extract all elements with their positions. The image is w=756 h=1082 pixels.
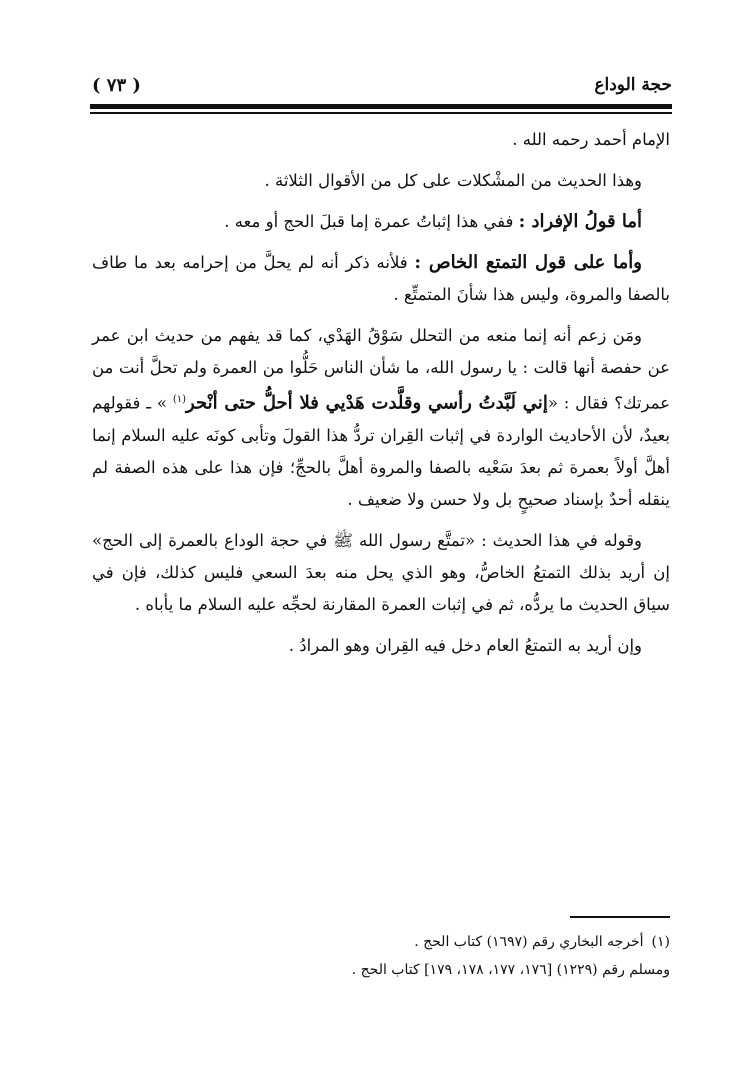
footnote-separator	[570, 916, 670, 918]
paragraph-2: وهذا الحديث من المشْكلات على كل من الأقوال الثلاثة .	[264, 171, 642, 190]
running-header	[92, 70, 672, 100]
footnote-1-text: أخرجه البخاري رقم (١٦٩٧) كتاب الحج .	[414, 934, 644, 950]
paragraph-1: الإمام أحمد رحمه الله .	[512, 130, 670, 149]
paragraph-4-lead: وأما على قول التمتع الخاص :	[414, 252, 642, 273]
footnote-1-continuation: ومسلم رقم (١٢٢٩) [١٧٦، ١٧٧، ١٧٨، ١٧٩] كتاب الحج .	[351, 962, 670, 978]
footnote-reference[interactable]: (١)	[172, 394, 187, 405]
paragraph-5	[92, 320, 670, 516]
header-rule-thick	[90, 104, 672, 109]
footnotes	[92, 928, 670, 984]
paragraph-4-text: فلأنه ذكر أنه لم يحلَّ من إحرامه بعد ما طاف بالصفا والمروة، وليس هذا شأنَ المتمتِّع .	[92, 253, 670, 304]
paragraph-4	[92, 247, 670, 311]
page-number: ( ٧٣ )	[92, 74, 141, 96]
running-title: حجة الوداع	[594, 75, 672, 95]
header-rule-thin	[90, 112, 672, 114]
paragraph-3-lead: أما قولُ الإفراد :	[518, 211, 642, 232]
footnote-1	[92, 928, 670, 956]
paragraph-5-part-a: ومَن زعم أنه إنما منعه من التحلل سَوْقُ الهَدْي، كما قد يفهم من حديث ابن عمر عن حفصة أنها قالت : يا رسول الله، ما شأن الناس حَلُّوا من العمرة ولم تحلَّ أنت من عمرتك؟ فقال : «	[92, 326, 670, 413]
main-text	[92, 124, 670, 662]
paragraph-6: وقوله في هذا الحديث : «تمتَّع رسول الله ﷺ في حجة الوداع بالعمرة إلى الحج» إن أريد بذلك التمتعُ الخاصُّ، وهو الذي يحل منه بعدَ السعي فليس كذلك، فإن في سياق الحديث ما يردُّه، ثم في إثبات العمرة المقارنة لحجِّه عليه السلام ما يأباه .	[92, 530, 670, 614]
hadith-quote: إني لَبَّدتُ رأسي وقلَّدت هَدْيي فلا أحلُّ حتى أنْحر	[186, 392, 548, 414]
paragraph-3	[92, 206, 670, 238]
footnote-1-number: (١)	[651, 934, 670, 950]
paragraph-3-text: ففي هذا إثباتُ عمرة إما قبلَ الحج أو معه .	[224, 212, 514, 231]
paragraph-5-part-b: » ـ فقولهم بعيدٌ، لأن الأحاديث الواردة في إثبات القِران تردُّ هذا القولَ وتأبى كونَه عليه السلام إنما أهلَّ أولاً بعمرة ثم بعدَ سَعْيه بالصفا والمروة أهلَّ بالحجِّ؛ فإن هذا على هذه الصفة لم ينقله أحدٌ بإسناد صحيحٍ بل ولا حسن ولا ضعيف .	[92, 393, 670, 509]
paragraph-7: وإن أريد به التمتعُ العام دخل فيه القِران وهو المرادُ .	[288, 635, 642, 655]
